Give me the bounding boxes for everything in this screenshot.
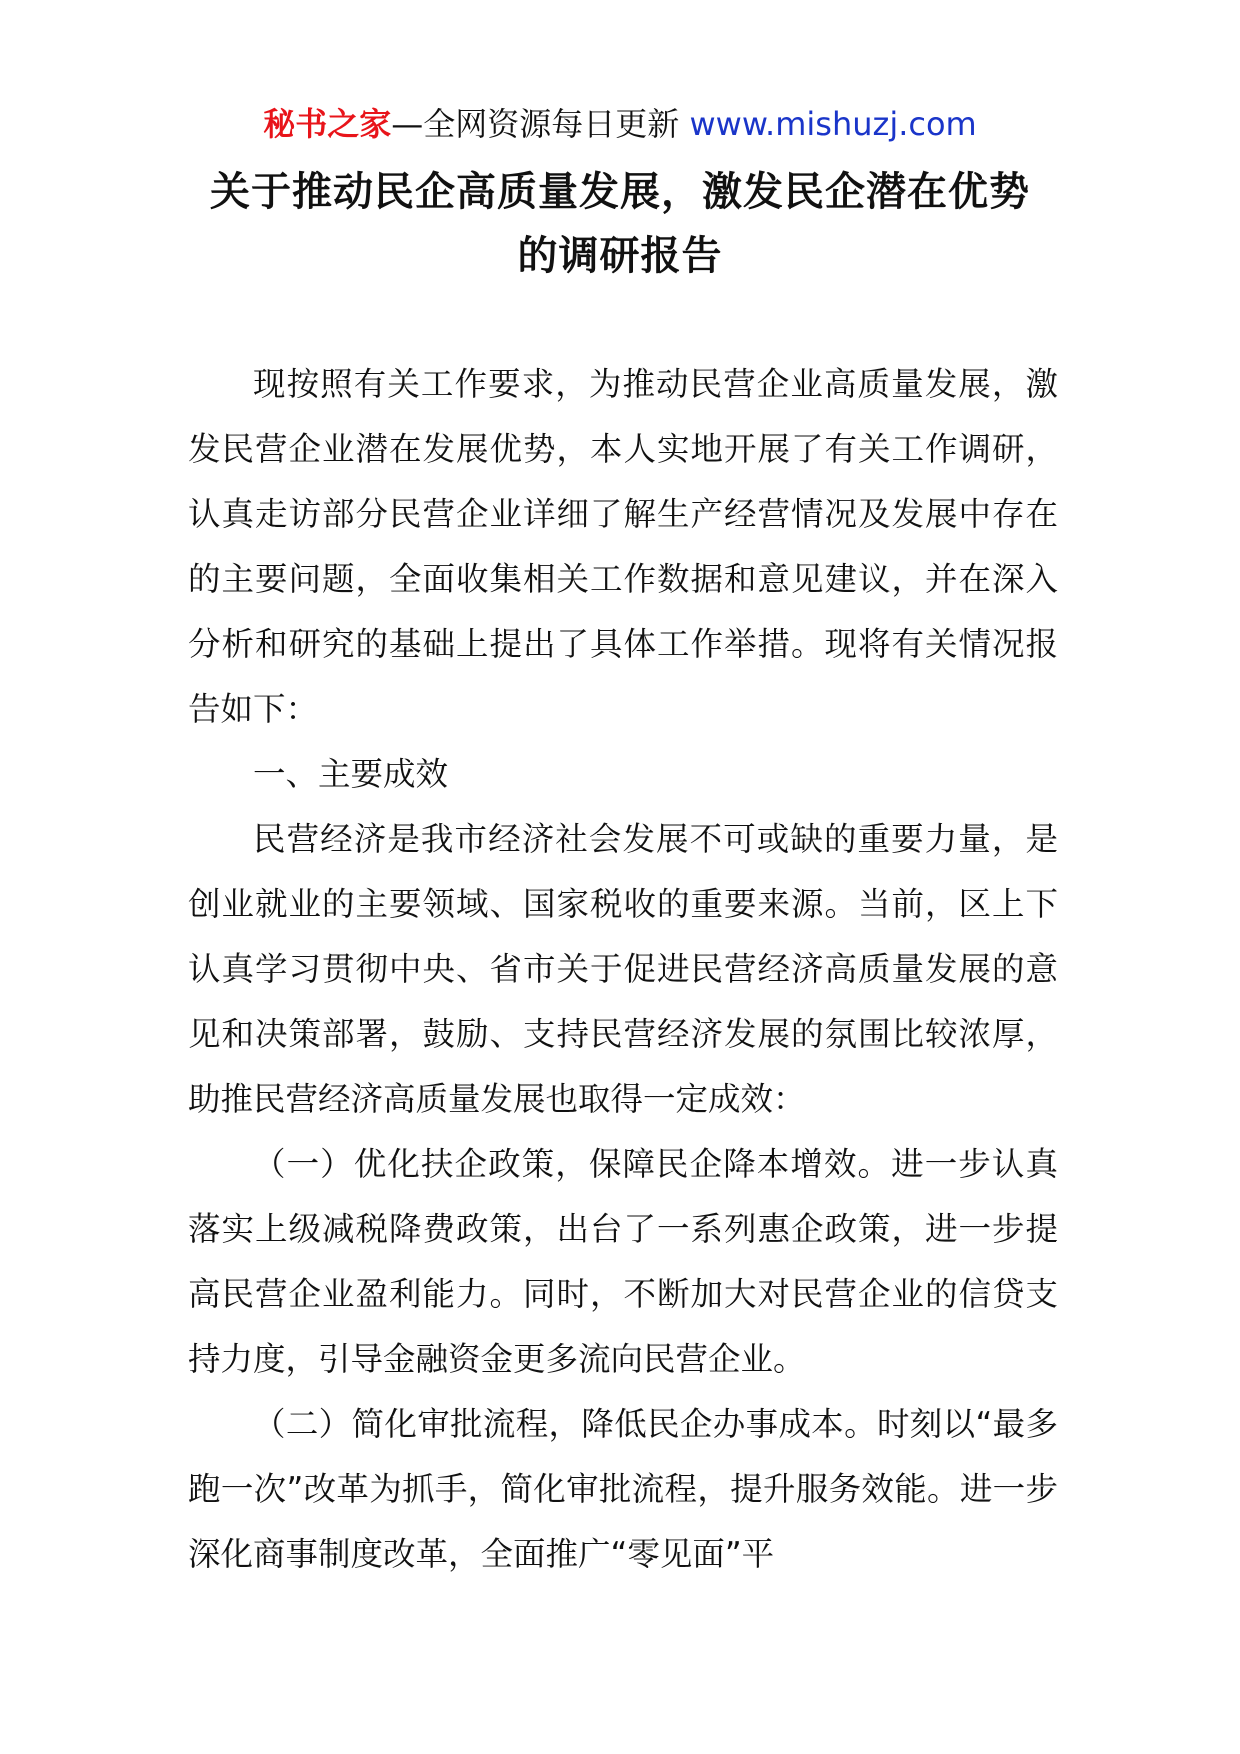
subsection-paragraph-2: （二）简化审批流程，降低民企办事成本。时刻以“最多跑一次”改革为抓手，简化审批流程，提升服务效能。进一步深化商事制度改革，全面推广“零见面”平 (188, 1405, 1058, 1573)
document-body (188, 352, 1058, 1587)
intro-paragraph: 现按照有关工作要求，为推动民营企业高质量发展，激发民营企业潜在发展优势，本人实地开展了有关工作调研，认真走访部分民营企业详细了解生产经营情况及发展中存在的主要问题，全面收集相关工作数据和意见建议，并在深入分析和研究的基础上提出了具体工作举措。现将有关情况报告如下： (188, 365, 1058, 728)
brand-name: 秘书之家 (263, 105, 392, 143)
document-title (150, 160, 1090, 288)
site-url-link[interactable]: www.mishuzj.com (689, 105, 977, 143)
section-heading: 一、主要成效 (253, 755, 449, 793)
subsection-paragraph-1: （一）优化扶企政策，保障民企降本增效。进一步认真落实上级减税降费政策，出台了一系列惠企政策，进一步提高民营企业盈利能力。同时，不断加大对民营企业的信贷支持力度，引导金融资金更多流向民营企业。 (188, 1145, 1058, 1378)
header-tagline: —全网资源每日更新 (391, 105, 680, 143)
watermark-header (0, 100, 1240, 148)
title-line-2: 的调研报告 (517, 233, 723, 279)
title-line-1: 关于推动民企高质量发展，激发民企潜在优势 (210, 169, 1030, 215)
body-paragraph: 民营经济是我市经济社会发展不可或缺的重要力量，是创业就业的主要领域、国家税收的重要来源。当前，区上下认真学习贯彻中央、省市关于促进民营经济高质量发展的意见和决策部署，鼓励、支持民营经济发展的氛围比较浓厚，助推民营经济高质量发展也取得一定成效： (188, 820, 1058, 1118)
